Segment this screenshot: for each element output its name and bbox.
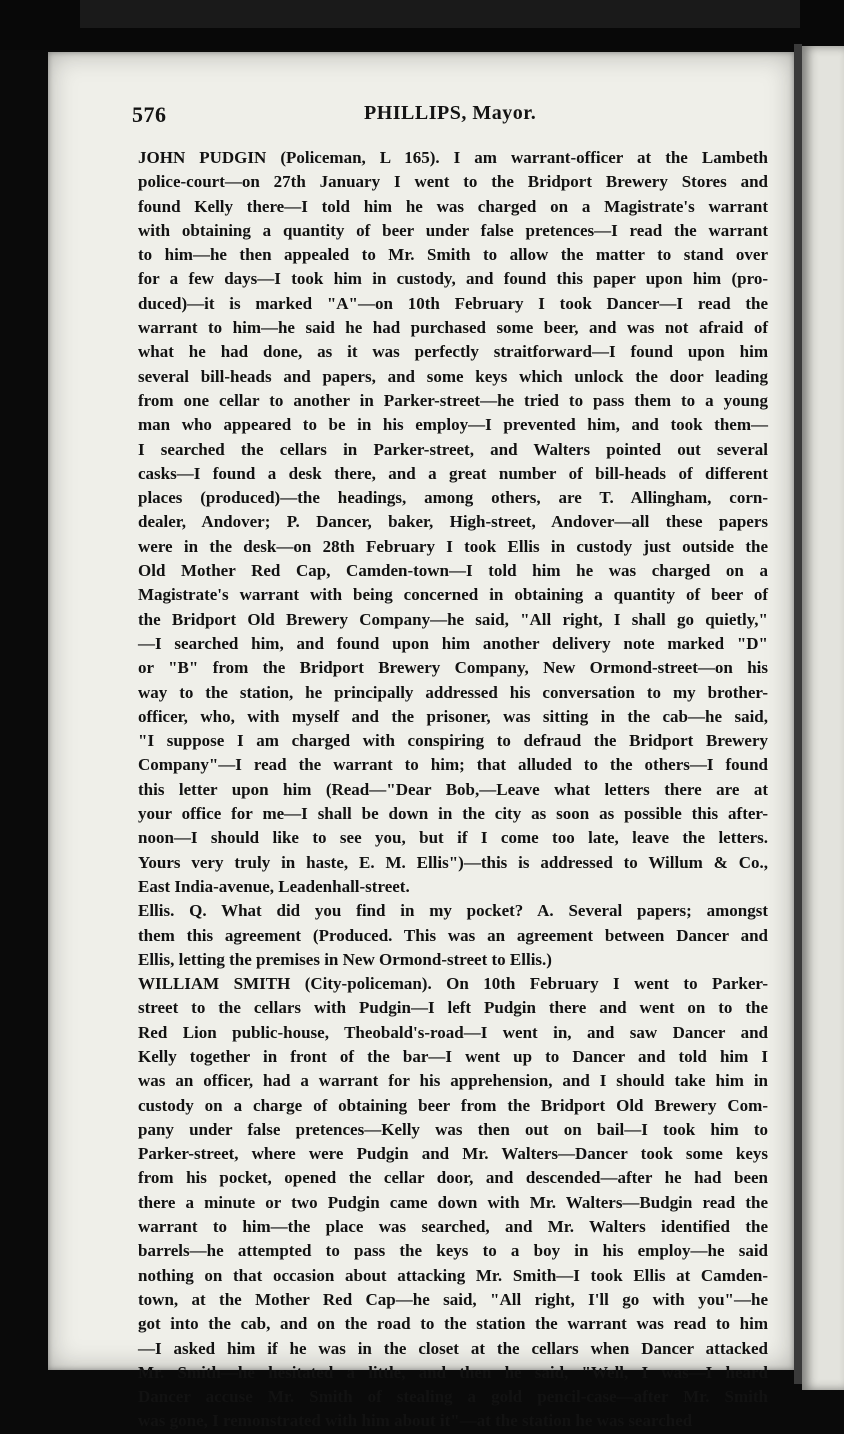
text-line: I searched the cellars in Parker-street, and Walters pointed out several <box>138 439 768 459</box>
text-line: your office for me—I shall be down in the city as soon as possible this after- <box>138 804 768 824</box>
scan-top-margin <box>0 0 844 50</box>
text-line: custody on a charge of obtaining beer from the Bridport Old Brewery Com- <box>138 1095 768 1115</box>
text-line: JOHN PUDGIN (Policeman, L 165). I am warrant-officer at the Lambeth <box>138 148 768 167</box>
text-line: Mr. Smith—he hesitated a little, and then he said, "Well, I was—I heard <box>138 1362 768 1382</box>
text-line: were in the desk—on 28th February I took Ellis in custody just outside the <box>138 536 768 556</box>
text-line: from one cellar to another in Parker-street—he tried to pass them to a young <box>138 390 768 410</box>
text-line: —I searched him, and found upon him another delivery note marked "D" <box>138 633 768 653</box>
body-text <box>138 146 768 1434</box>
text-line: got into the cab, and on the road to the station the warrant was read to him <box>138 1314 768 1334</box>
text-line: Old Mother Red Cap, Camden-town—I told him he was charged on a <box>138 561 768 581</box>
text-line: the Bridport Old Brewery Company—he said, "All right, I shall go quietly," <box>138 609 768 629</box>
text-line: noon—I should like to see you, but if I come too late, leave the letters. <box>138 828 768 848</box>
text-line: Red Lion public-house, Theobald's-road—I went in, and saw Dancer and <box>138 1022 768 1042</box>
page-number: 576 <box>132 102 167 127</box>
text-line: several bill-heads and papers, and some keys which unlock the door leading <box>138 366 768 386</box>
text-line: what he had done, as it was perfectly straitforward—I found upon him <box>138 342 768 362</box>
text-line: Magistrate's warrant with being concerned in obtaining a quantity of beer of <box>138 585 768 605</box>
text-line: Dancer accuse Mr. Smith of stealing a gold pencil-case—after Mr. Smith <box>138 1387 768 1407</box>
text-line: "I suppose I am charged with conspiring to defraud the Bridport Brewery <box>138 731 768 751</box>
text-line: Ellis. Q. What did you find in my pocket? A. Several papers; amongst <box>138 901 768 921</box>
text-line: was gone, I remonstrated with him about it"—at the station he was searched <box>138 1411 693 1431</box>
facing-page-edge <box>802 46 844 1390</box>
text-line: with obtaining a quantity of beer under false pretences—I read the warrant <box>138 220 768 240</box>
text-line: there a minute or two Pudgin came down with Mr. Walters—Budgin read the <box>138 1192 768 1212</box>
text-line: was an officer, had a warrant for his apprehension, and I should take him in <box>138 1071 768 1091</box>
text-line: places (produced)—the headings, among others, are T. Allingham, corn- <box>138 488 768 508</box>
text-line: or "B" from the Bridport Brewery Company, New Ormond-street—on his <box>138 658 768 678</box>
text-line: found Kelly there—I told him he was charged on a Magistrate's warrant <box>138 196 768 216</box>
text-line: warrant to him—he said he had purchased some beer, and was not afraid of <box>138 318 768 338</box>
text-line: Company"—I read the warrant to him; that alluded to the others—I found <box>138 755 768 775</box>
text-line: this letter upon him (Read—"Dear Bob,—Leave what letters there are at <box>138 779 768 799</box>
running-head <box>92 102 772 132</box>
text-line: for a few days—I took him in custody, and found this paper upon him (pro- <box>138 269 768 289</box>
text-line: town, at the Mother Red Cap—he said, "All right, I'll go with you"—he <box>138 1289 768 1309</box>
header-title: PHILLIPS, Mayor. <box>364 102 537 124</box>
text-line: police-court—on 27th January I went to the Bridport Brewery Stores and <box>138 172 768 192</box>
text-line: man who appeared to be in his employ—I prevented him, and took them— <box>138 415 768 435</box>
text-line: from his pocket, opened the cellar door, and descended—after he had been <box>138 1168 768 1188</box>
text-line: officer, who, with myself and the prisoner, was sitting in the cab—he said, <box>138 706 768 726</box>
text-line: to him—he then appealed to Mr. Smith to allow the matter to stand over <box>138 245 768 265</box>
text-line: barrels—he attempted to pass the keys to a boy in his employ—he said <box>138 1241 768 1261</box>
text-line: them this agreement (Produced. This was an agreement between Dancer and <box>138 925 768 945</box>
text-line: pany under false pretences—Kelly was then out on bail—I took him to <box>138 1119 768 1139</box>
text-line: Ellis, letting the premises in New Ormond-street to Ellis.) <box>138 949 552 969</box>
text-line: Yours very truly in haste, E. M. Ellis")—this is addressed to Willum & Co., <box>138 852 768 872</box>
text-line: nothing on that occasion about attacking Mr. Smith—I took Ellis at Camden- <box>138 1265 768 1285</box>
text-line: dealer, Andover; P. Dancer, baker, High-street, Andover—all these papers <box>138 512 768 532</box>
text-line: casks—I found a desk there, and a great number of bill-heads of different <box>138 463 768 483</box>
page-gutter <box>794 44 802 1384</box>
text-line: duced)—it is marked "A"—on 10th February I took Dancer—I read the <box>138 293 768 313</box>
text-line: Kelly together in front of the bar—I went up to Dancer and told him I <box>138 1046 768 1066</box>
text-line: way to the station, he principally addressed his conversation to my brother- <box>138 682 768 702</box>
previous-page-sliver <box>80 0 800 28</box>
text-line: WILLIAM SMITH (City-policeman). On 10th February I went to Parker- <box>138 974 768 994</box>
text-line: street to the cellars with Pudgin—I left Pudgin there and went on to the <box>138 998 768 1018</box>
text-line: warrant to him—the place was searched, and Mr. Walters identified the <box>138 1217 768 1237</box>
text-line: —I asked him if he was in the closet at the cellars when Dancer attacked <box>138 1338 768 1358</box>
text-line: East India-avenue, Leadenhall-street. <box>138 876 410 896</box>
text-line: Parker-street, where were Pudgin and Mr. Walters—Dancer took some keys <box>138 1144 768 1164</box>
